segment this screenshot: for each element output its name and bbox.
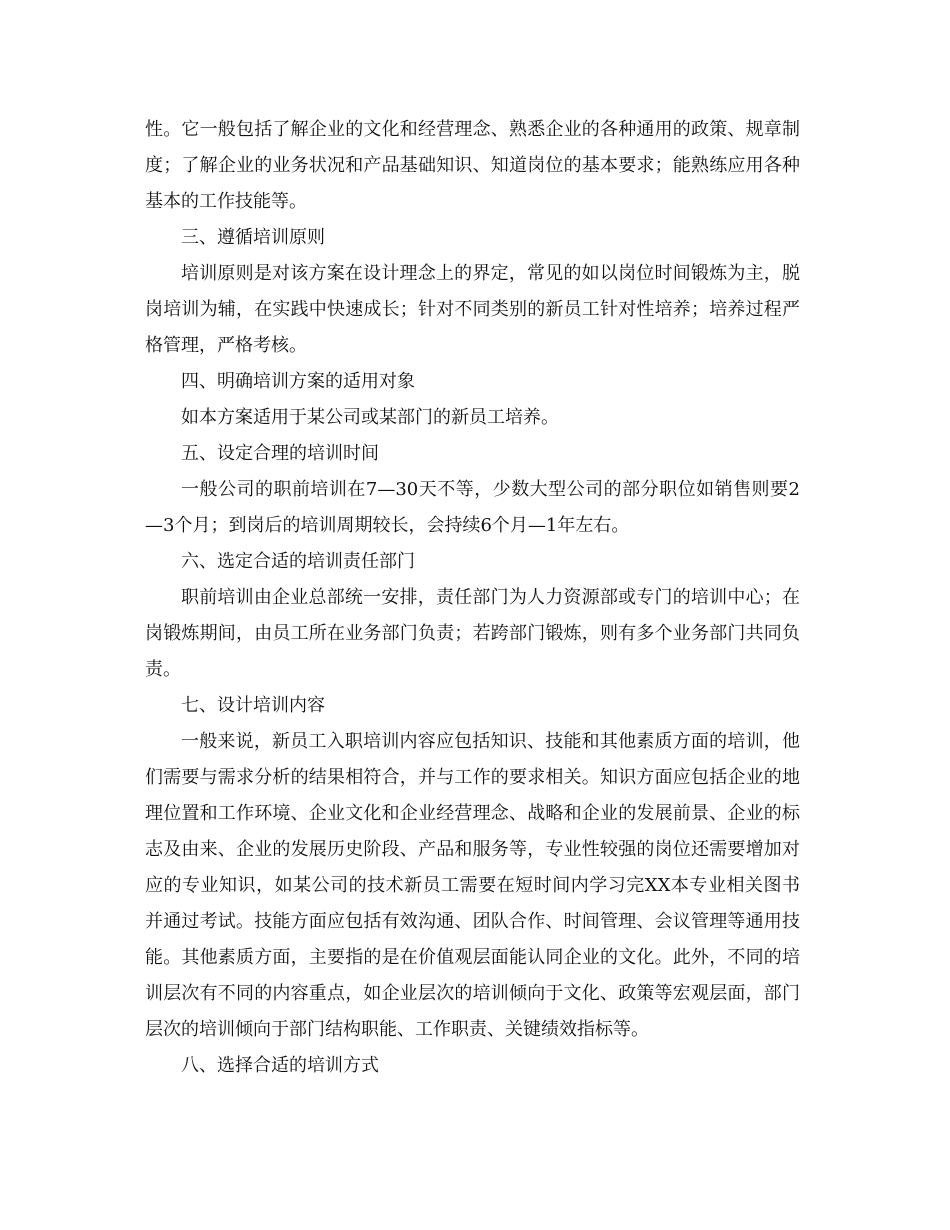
section-heading-5: 五、设定合理的培训时间 — [181, 443, 379, 464]
intro-continuation: 性。它一般包括了解企业的文化和经营理念、熟悉企业的各种通用的政策、规章制度；了解企业的业务状况和产品基础知识、知道岗位的基本要求；能熟练应用各种基本的工作技能等。 — [145, 119, 800, 212]
section-body-6: 职前培训由企业总部统一安排，责任部门为人力资源部或专门的培训中心；在岗锻炼期间，由员工所在业务部门负责；若跨部门锻炼，则有多个业务部门共同负责。 — [145, 587, 800, 680]
section-body-4: 如本方案适用于某公司或某部门的新员工培养。 — [181, 407, 559, 428]
section-heading-7: 七、设计培训内容 — [181, 695, 325, 716]
section-heading-4: 四、明确培训方案的适用对象 — [181, 371, 415, 392]
section-body-5: 一般公司的职前培训在7—30天不等，少数大型公司的部分职位如销售则要2—3个月；到岗后的培训周期较长，会持续6个月—1年左右。 — [145, 479, 800, 536]
section-heading-6: 六、选定合适的培训责任部门 — [181, 551, 415, 572]
section-body-3: 培训原则是对该方案在设计理念上的界定，常见的如以岗位时间锻炼为主，脱岗培训为辅，在实践中快速成长；针对不同类别的新员工针对性培养；培养过程严格管理，严格考核。 — [145, 263, 800, 356]
section-heading-3: 三、遵循培训原则 — [181, 227, 325, 248]
section-heading-8: 八、选择合适的培训方式 — [181, 1055, 379, 1076]
section-body-7: 一般来说，新员工入职培训内容应包括知识、技能和其他素质方面的培训，他们需要与需求分析的结果相符合，并与工作的要求相关。知识方面应包括企业的地理位置和工作环境、企业文化和企业经营理念、战略和企业的发展前景、企业的标志及由来、企业的发展历史阶段、产品和服务等，专业性较强的岗位还需要增加对应的专业知识，如某公司的技术新员工需要在短时间内学习完XX本专业相关图书并通过考试。技能方面应包括有效沟通、团队合作、时间管理、会议管理等通用技能。其他素质方面，主要指的是在价值观层面能认同企业的文化。此外，不同的培训层次有不同的内容重点，如企业层次的培训倾向于文化、政策等宏观层面，部门层次的培训倾向于部门结构职能、工作职责、关键绩效指标等。 — [145, 731, 800, 1040]
